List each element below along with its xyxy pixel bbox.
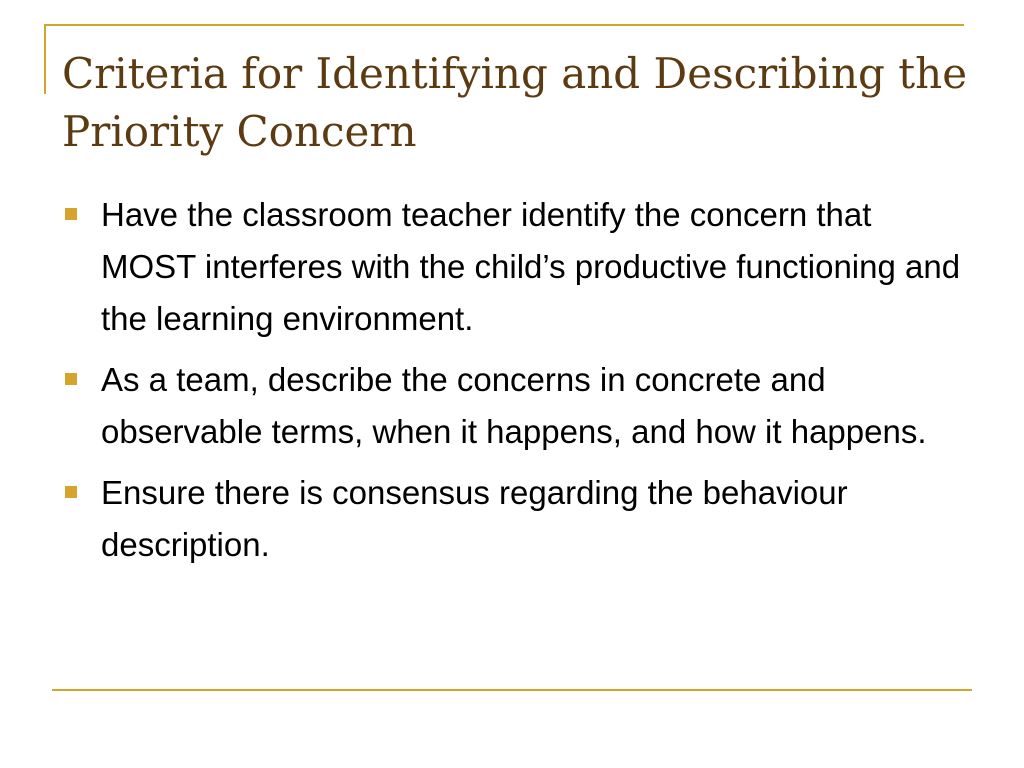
bullet-text: Have the classroom teacher identify the concern that MOST interferes with the child’s productive functioning and the learning environment. <box>101 196 961 337</box>
bullet-item <box>62 467 962 571</box>
left-rule-line <box>44 24 46 94</box>
bullet-list <box>62 189 962 580</box>
bullet-text: Ensure there is consensus regarding the behaviour description. <box>101 474 848 563</box>
square-bullet-icon <box>65 208 77 220</box>
bottom-rule-line <box>52 689 972 691</box>
bullet-item <box>62 354 962 458</box>
square-bullet-icon <box>65 486 77 498</box>
slide-title: Criteria for Identifying and Describing the Priority Concern <box>62 49 968 156</box>
square-bullet-icon <box>65 373 77 385</box>
top-rule-line <box>44 24 964 26</box>
bullet-item <box>62 189 962 345</box>
bullet-text: As a team, describe the concerns in concrete and observable terms, when it happens, and how it happens. <box>101 361 927 450</box>
